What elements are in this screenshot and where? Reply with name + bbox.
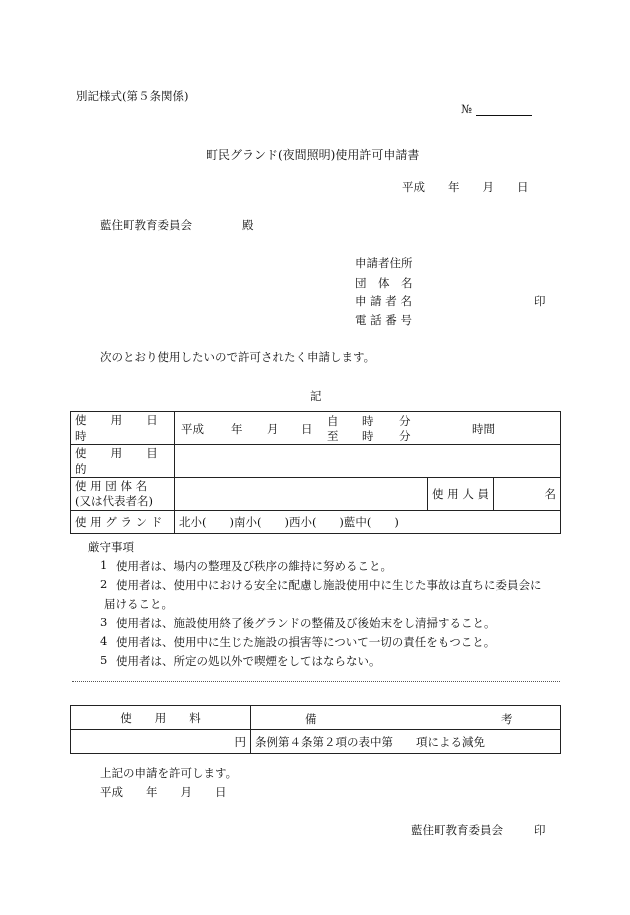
rule-1-text: 使用者は、場内の整理及び秩序の維持に努めること。 xyxy=(116,559,392,573)
usage-people-field[interactable] xyxy=(494,478,561,511)
usage-purpose-field[interactable] xyxy=(175,445,561,478)
dt-to-minute: 分 xyxy=(399,429,411,443)
cut-line xyxy=(72,681,560,682)
rule-2-text: 使用者は、使用中における安全に配慮し施設使用中に生じた事故は直ちに委員会に xyxy=(116,578,542,592)
application-table xyxy=(70,411,561,534)
remarks-header xyxy=(251,706,561,730)
honorific: 殿 xyxy=(242,218,254,232)
dt-era: 平成 xyxy=(181,422,204,436)
dt-duration: 時間 xyxy=(472,422,495,436)
applicant-address-label: 申請者住所 xyxy=(355,256,413,270)
applicant-name-label: 申 請 者 名 xyxy=(355,294,412,308)
usage-datetime-field[interactable] xyxy=(175,412,561,445)
number-label: № xyxy=(461,102,472,116)
applicant-seal: 印 xyxy=(534,294,546,308)
fee-table xyxy=(70,705,561,754)
fee-amount-field[interactable] xyxy=(71,730,251,754)
usage-people-label: 使 用 人 員 xyxy=(428,478,494,511)
rule-5-text: 使用者は、所定の処以外で喫煙をしてはならない。 xyxy=(116,654,381,668)
approval-text: 上記の申請を許可します。 xyxy=(100,766,238,780)
usage-datetime-row xyxy=(71,412,561,445)
remarks-header-left: 備 xyxy=(305,712,317,726)
remarks-header-right: 考 xyxy=(501,712,513,726)
usage-purpose-row xyxy=(71,445,561,478)
addressee: 藍住町教育委員会 xyxy=(100,218,192,232)
rule-1-num: 1 xyxy=(100,558,108,572)
usage-ground-row xyxy=(71,511,561,534)
rule-2-cont: 届けること。 xyxy=(104,597,173,611)
approval-issuer: 藍住町教育委員会 xyxy=(411,823,503,837)
applicant-phone-label: 電 話 番 号 xyxy=(355,313,412,327)
usage-group-field[interactable] xyxy=(175,478,428,511)
usage-datetime-label: 使 用 日 時 xyxy=(71,412,175,445)
usage-ground-label: 使 用 グ ラ ン ド xyxy=(71,511,175,534)
dt-from-hour: 時 xyxy=(362,414,374,428)
dt-from-minute: 分 xyxy=(399,414,411,428)
fee-header-row xyxy=(71,706,561,730)
remarks-field[interactable]: 条例第４条第２項の表中第 項による減免 xyxy=(251,730,561,754)
dt-to: 至 xyxy=(327,429,339,443)
ki-label: 記 xyxy=(310,389,322,403)
rule-3-text: 使用者は、施設使用終了後グランドの整備及び後始末をし清掃すること。 xyxy=(116,616,496,630)
fee-value-row xyxy=(71,730,561,754)
dt-month: 月 xyxy=(267,422,279,436)
header-date: 平成 年 月 日 xyxy=(402,180,529,194)
usage-group-label: 使 用 団 体 名 (又は代表者名) xyxy=(71,478,175,511)
usage-ground-options[interactable]: 北小( )南小( )西小( )藍中( ) xyxy=(175,511,561,534)
approval-seal: 印 xyxy=(534,823,546,837)
rule-2-num: 2 xyxy=(100,577,108,591)
yen-unit: 円 xyxy=(234,734,246,749)
fee-header: 使 用 料 xyxy=(71,706,251,730)
form-label: 別記様式(第５条関係) xyxy=(76,89,189,103)
dt-year: 年 xyxy=(231,422,243,436)
applicant-group-label: 団 体 名 xyxy=(355,276,413,290)
dt-day: 日 xyxy=(301,422,313,436)
people-unit: 名 xyxy=(544,487,557,501)
dt-to-hour: 時 xyxy=(362,429,374,443)
rule-5-num: 5 xyxy=(100,653,108,667)
approval-date: 平成 年 月 日 xyxy=(100,785,227,799)
dt-from: 自 xyxy=(327,414,339,428)
rule-3-num: 3 xyxy=(100,615,108,629)
rules-title: 厳守事項 xyxy=(88,540,134,554)
usage-group-row xyxy=(71,478,561,511)
number-underline xyxy=(476,115,532,116)
document-title: 町民グランド(夜間照明)使用許可申請書 xyxy=(206,148,420,162)
rule-4-num: 4 xyxy=(100,634,108,648)
intro-text: 次のとおり使用したいので許可されたく申請します。 xyxy=(100,350,376,364)
usage-purpose-label: 使 用 目 的 xyxy=(71,445,175,478)
rule-4-text: 使用者は、使用中に生じた施設の損害等について一切の責任をもつこと。 xyxy=(116,635,496,649)
